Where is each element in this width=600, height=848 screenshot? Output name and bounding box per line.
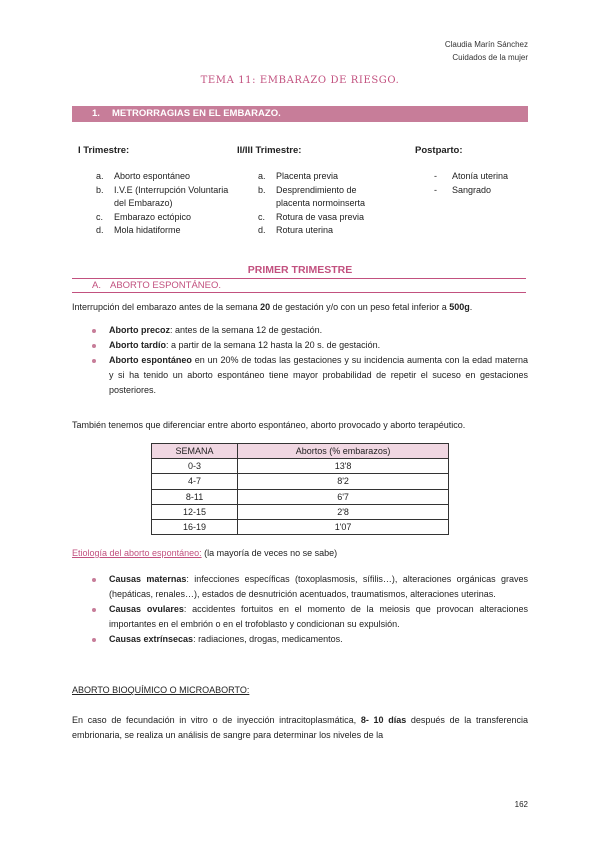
first-trimester-list (96, 170, 231, 238)
list-item: a. Aborto espontáneo (96, 171, 191, 181)
list-item: c. Embarazo ectópico (96, 211, 192, 222)
list-item: d. Rotura uterina (258, 225, 334, 235)
section-a-heading (72, 278, 526, 293)
page-number: 162 (514, 800, 528, 809)
section-a-title: ABORTO ESPONTÁNEO. (110, 280, 222, 291)
list-item: b. Desprendimiento de placenta normoinserta (258, 184, 366, 208)
postpartum-list (434, 170, 544, 197)
column-heading-second-third-trimester: II/III Trimestre: (237, 145, 302, 156)
section-title: METRORRAGIAS EN EL EMBARAZO. (112, 108, 281, 119)
list-item: d. Mola hidatiforme (96, 225, 181, 235)
list-item: Aborto espontáneo en un 20% de todas las gestaciones y su incidencia aumenta con la edad materna y si ha tenido un aborto espontáneo tiene mayor probabilidad de repetir el suceso en gestaciones posteriores. (92, 353, 528, 398)
abortion-rate-table (151, 443, 449, 535)
page-header (445, 38, 528, 64)
causes-list (92, 572, 528, 647)
bullet-icon (92, 329, 96, 333)
table-row: 0-3 13'8 (152, 459, 449, 474)
list-item: b. I.V.E (Interrupción Voluntaria del Embarazo) (96, 184, 229, 208)
table-row: 4-7 8'2 (152, 474, 449, 489)
bullet-icon (92, 578, 96, 582)
differentiate-paragraph: También tenemos que diferenciar entre aborto espontáneo, aborto provocado y aborto terapéutico. (72, 420, 466, 430)
table-header-row (152, 444, 449, 459)
list-item: Causas ovulares: accidentes fortuitos en el momento de la meiosis que provocan alteraciones importantes en el embrión o en el trofoblasto y condicionan su expulsión. (92, 602, 528, 632)
list-item: Aborto precoz: antes de la semana 12 de gestación. (92, 323, 528, 338)
column-header: Abortos (% embarazos) (238, 444, 449, 459)
second-third-trimester-list (258, 170, 388, 238)
list-item: - Sangrado (434, 184, 492, 195)
abortion-types-list (92, 323, 528, 398)
microabortion-heading: ABORTO BIOQUÍMICO O MICROABORTO: (72, 685, 250, 695)
list-item: Causas maternas: infecciones específicas (toxoplasmosis, sífilis…), alteraciones orgánicas graves (hepáticas, renales…), estados de desnutrición acentuados, traumatismos, alteraciones uterinas. (92, 572, 528, 602)
ivf-paragraph: En caso de fecundación in vitro o de inyección intracitoplasmática, 8- 10 días después de la transferencia embrionaria, se realiza un análisis de sangre para determinar los niveles de la (72, 715, 528, 740)
list-item: c. Rotura de vasa previa (258, 211, 365, 222)
column-heading-postpartum: Postparto: (415, 145, 463, 156)
bullet-icon (92, 344, 96, 348)
course-name: Cuidados de la mujer (452, 53, 528, 62)
list-item: a. Placenta previa (258, 171, 339, 181)
topic-title: TEMA 11: EMBARAZO DE RIESGO. (200, 75, 400, 86)
subsection-title: PRIMER TRIMESTRE (247, 264, 353, 276)
list-item: - Atonía uterina (434, 171, 509, 181)
definition-paragraph: Interrupción del embarazo antes de la semana 20 de gestación y/o con un peso fetal inferior a 500g. (72, 302, 473, 312)
author-name: Claudia Marín Sánchez (444, 40, 528, 49)
table-row: 8-11 6'7 (152, 489, 449, 504)
bullet-icon (92, 359, 96, 363)
list-item: Causas extrínsecas: radiaciones, drogas, medicamentos. (92, 632, 528, 647)
column-heading-first-trimester: I Trimestre: (78, 145, 130, 156)
bullet-icon (92, 638, 96, 642)
section-heading-bar (72, 106, 528, 122)
section-number: 1. (92, 108, 100, 119)
table-row: 12-15 2'8 (152, 504, 449, 519)
etiology-link[interactable]: Etiología del aborto espontáneo: (72, 548, 202, 558)
section-letter: A. (92, 280, 101, 291)
table-row: 16-19 1'07 (152, 519, 449, 534)
list-item: Aborto tardío: a partir de la semana 12 hasta la 20 s. de gestación. (92, 338, 528, 353)
column-header: SEMANA (152, 444, 238, 459)
etiology-heading: Etiología del aborto espontáneo: (la mayoría de veces no se sabe) (72, 548, 338, 558)
bullet-icon (92, 608, 96, 612)
